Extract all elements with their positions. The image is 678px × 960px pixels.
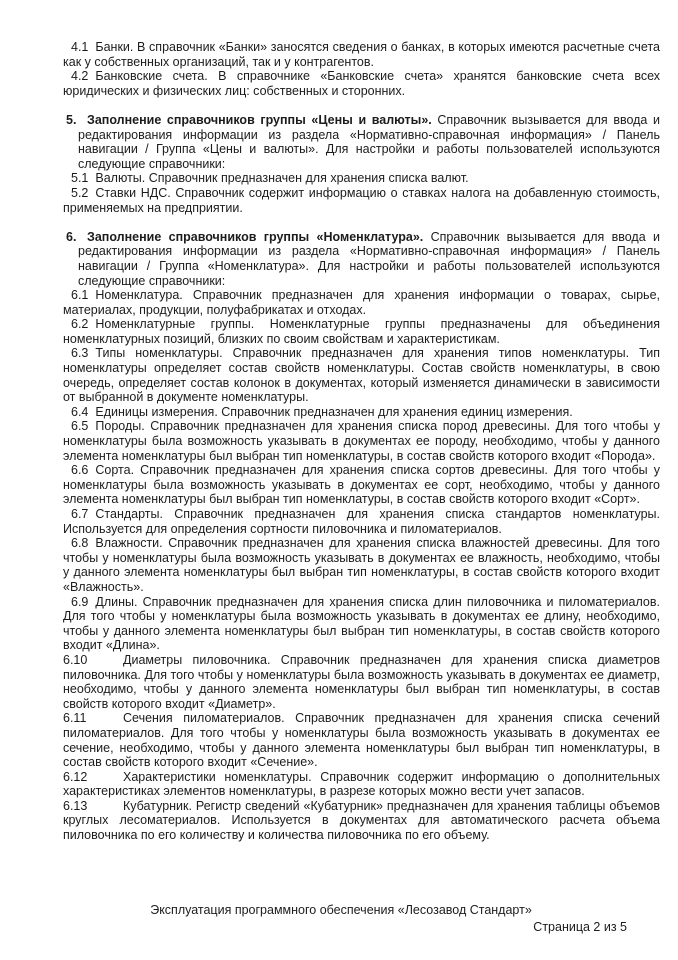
section-title: Заполнение справочников группы «Цены и валюты». bbox=[87, 112, 432, 127]
section-number: 6. bbox=[66, 229, 77, 244]
item-text: Ставки НДС. Справочник содержит информацию о ставках налога на добавленную стоимость, применяемых на предприятии. bbox=[63, 185, 660, 215]
document-body bbox=[63, 40, 660, 843]
item-text: Стандарты. Справочник предназначен для хранения списка стандартов номенклатуры. Используется для определения сортности пиловочника и пиломатериалов. bbox=[63, 507, 660, 536]
item-number: 6.13 bbox=[63, 798, 88, 813]
page-number: Страница 2 из 5 bbox=[533, 920, 627, 934]
item-number: 4.2 bbox=[71, 69, 89, 84]
paragraph bbox=[63, 40, 660, 69]
item-text: Единицы измерения. Справочник предназначен для хранения единиц измерения. bbox=[95, 404, 573, 419]
paragraph bbox=[63, 653, 660, 711]
footer-title: Эксплуатация программного обеспечения «Лесозавод Стандарт» bbox=[150, 903, 532, 917]
item-text: Типы номенклатуры. Справочник предназначен для хранения типов номенклатуры. Тип номенклатуры определяет состав свойств номенклатуры. Состав свойств номенклатуры, в свою очередь, определяет состав колонок в документах, который изменяется динамически в зависимости от выбранной в документе номенклатуры. bbox=[63, 346, 660, 405]
page-footer bbox=[55, 903, 627, 935]
section-title: Заполнение справочников группы «Номенклатура». bbox=[87, 229, 424, 244]
paragraph bbox=[63, 507, 660, 536]
section-heading-paragraph bbox=[63, 230, 660, 288]
item-number: 6.5 bbox=[71, 419, 89, 434]
paragraph bbox=[63, 711, 660, 769]
item-text: Длины. Справочник предназначен для хранения списка длин пиловочника и пиломатериалов. Для того чтобы у номенклатуры была возможность указывать в документах ее длину, необходимо, чтобы у данного элемента номенклатуры был выбран тип номенклатуры, в состав свойств которого входит «Длина». bbox=[63, 594, 660, 653]
section-heading-paragraph bbox=[63, 113, 660, 171]
paragraph bbox=[63, 799, 660, 843]
item-text: Диаметры пиловочника. Справочник предназначен для хранения списка диаметров пиловочника. Для того чтобы у номенклатуры была возможность указывать в документах ее диаметр, необходимо, чтобы у данного элемента номенклатуры был выбран тип номенклатуры, в состав свойств которого входит «Диаметр». bbox=[63, 652, 660, 711]
item-text: Кубатурник. Регистр сведений «Кубатурник» предназначен для хранения таблицы объемов круглых лесоматериалов. Используется в документах для автоматического расчета объема пиловочника по его количеству и количества пиловочника по его объему. bbox=[63, 798, 660, 843]
item-number: 6.7 bbox=[71, 507, 89, 521]
item-text: Характеристики номенклатуры. Справочник содержит информацию о дополнительных характеристиках элементов номенклатуры, в разрезе которых можно вести учет запасов. bbox=[63, 769, 660, 799]
paragraph-gap bbox=[63, 98, 660, 113]
item-text: Банки. В справочник «Банки» заносятся сведения о банках, в которых имеются расчетные счета как у собственных организаций, так и у контрагентов. bbox=[63, 40, 660, 69]
paragraph bbox=[63, 405, 660, 420]
paragraph bbox=[63, 595, 660, 653]
item-number: 6.6 bbox=[71, 463, 89, 478]
paragraph-gap bbox=[63, 215, 660, 230]
item-number: 6.10 bbox=[63, 652, 88, 667]
item-number: 4.1 bbox=[71, 40, 89, 54]
paragraph bbox=[63, 69, 660, 98]
paragraph bbox=[63, 463, 660, 507]
item-number: 6.9 bbox=[71, 594, 89, 609]
item-text: Породы. Справочник предназначен для хранения списка пород древесины. Для того чтобы у номенклатуры была возможность указывать в документах ее породу, необходимо, чтобы у данного элемента номенклатуры был выбран тип номенклатуры, в состав свойств которого входит «Порода». bbox=[63, 419, 660, 463]
item-text: Номенклатура. Справочник предназначен для хранения информации о товарах, сырье, материалах, продукции, полуфабрикатах и отходах. bbox=[63, 288, 660, 317]
item-number: 5.2 bbox=[71, 185, 89, 200]
item-number: 6.3 bbox=[71, 346, 89, 361]
item-number: 6.11 bbox=[63, 711, 87, 726]
item-text: Банковские счета. В справочнике «Банковские счета» хранятся банковские счета всех юридических и физических лиц: собственных и сторонних. bbox=[63, 69, 660, 98]
paragraph bbox=[63, 186, 660, 215]
paragraph bbox=[63, 419, 660, 463]
item-number: 6.2 bbox=[71, 317, 89, 332]
section-text: Справочник вызывается для ввода и редактирования информации из раздела «Нормативно-справочная информация» / Панель навигации / Группа «Номенклатура». Для настройки и работы пользователей используются следующие справочники: bbox=[78, 229, 660, 288]
paragraph bbox=[63, 288, 660, 317]
paragraph bbox=[63, 770, 660, 799]
paragraph bbox=[63, 536, 660, 594]
section-number: 5. bbox=[66, 112, 77, 127]
paragraph bbox=[63, 317, 660, 346]
item-text: Сечения пиломатериалов. Справочник предназначен для хранения списка сечений пиломатериалов. Для того чтобы у номенклатуры была возможность указывать в документах ее сечение, необходимо, чтобы у данного элемента номенклатуры был выбран тип номенклатуры, в состав свойств которого входит «Сечение». bbox=[63, 711, 660, 770]
item-number: 6.8 bbox=[71, 536, 89, 551]
paragraph bbox=[63, 171, 660, 186]
item-text: Сорта. Справочник предназначен для хранения списка сортов древесины. Для того чтобы у номенклатуры была возможность указывать в документах ее сорт, необходимо, чтобы у данного элемента номенклатуры был выбран тип номенклатуры, в состав свойств которого входит «Сорт». bbox=[63, 463, 660, 507]
item-text: Номенклатурные группы. Номенклатурные группы предназначены для объединения номенклатурных позиций, близких по своим свойствам и характеристикам. bbox=[63, 317, 660, 346]
item-number: 6.4 bbox=[71, 404, 89, 419]
item-number: 6.1 bbox=[71, 288, 89, 303]
item-number: 6.12 bbox=[63, 769, 88, 784]
paragraph bbox=[63, 346, 660, 404]
item-text: Влажности. Справочник предназначен для хранения списка влажностей древесины. Для того чтобы у номенклатуры была возможность указывать в документах ее влажность, необходимо, чтобы у данного элемента номенклатуры был выбран тип номенклатуры, в состав свойств которого входит «Влажность». bbox=[63, 536, 660, 594]
section-text: Справочник вызывается для ввода и редактирования информации из раздела «Нормативно-справочная информация» / Панель навигации / Группа «Цены и валюты». Для настройки и работы пользователей используются следующие справочники: bbox=[78, 112, 660, 171]
item-number: 5.1 bbox=[71, 171, 89, 186]
item-text: Валюты. Справочник предназначен для хранения списка валют. bbox=[95, 171, 469, 186]
